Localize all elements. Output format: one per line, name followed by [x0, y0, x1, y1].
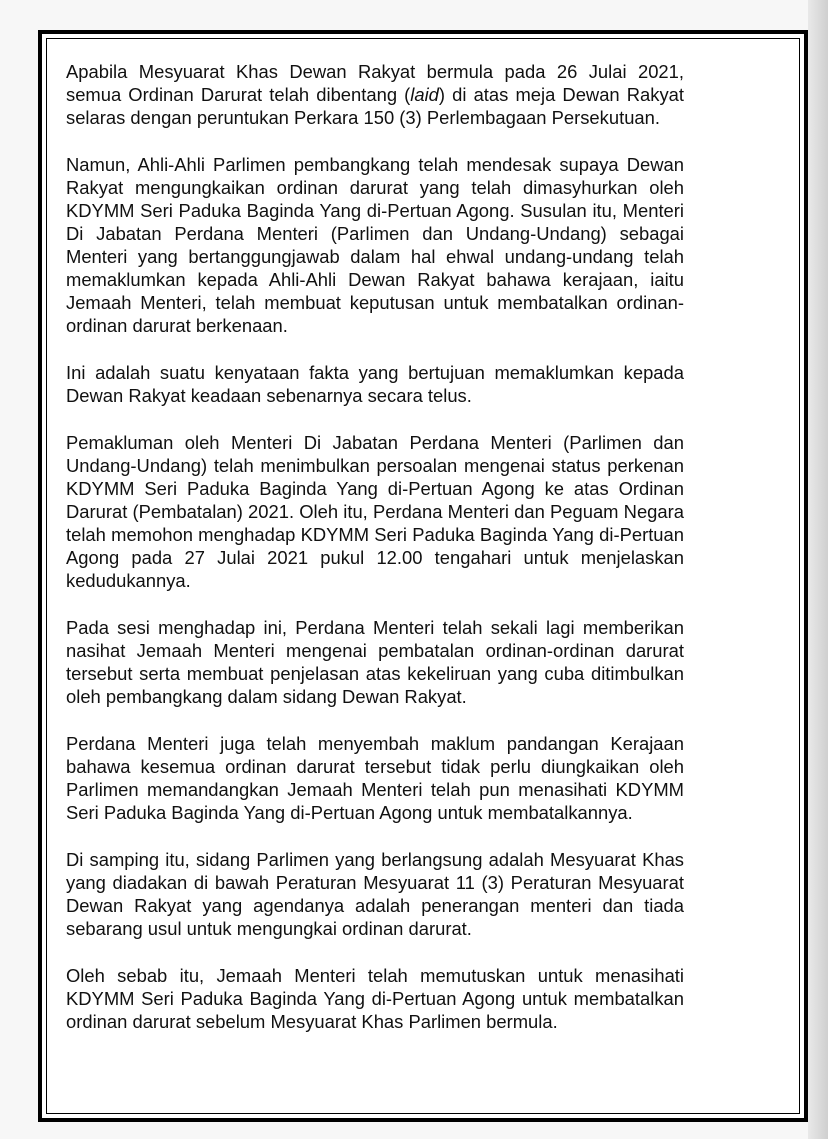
paragraph-7: Di samping itu, sidang Parlimen yang berlangsung adalah Mesyuarat Khas yang diadakan di bawah Peraturan Mesyuarat 11 (3) Peraturan Mesyuarat Dewan Rakyat yang agendanya adalah penerangan menteri dan tiada sebarang usul untuk mengungkai ordinan darurat. — [66, 849, 684, 939]
paragraph-1-text-end: ) di atas meja Dewan Rakyat selaras dengan peruntukan Perkara 150 (3) Perlembagaan Persekutuan. — [66, 84, 684, 128]
paragraph-4: Pemakluman oleh Menteri Di Jabatan Perdana Menteri (Parlimen dan Undang-Undang) telah menimbulkan persoalan mengenai status perkenan KDYMM Seri Paduka Baginda Yang di-Pertuan Agong ke atas Ordinan Darurat (Pembatalan) 2021. Oleh itu, Perdana Menteri dan Peguam Negara telah memohon menghadap KDYMM Seri Paduka Baginda Yang di-Pertuan Agong pada 27 Julai 2021 pukul 12.00 tengahari untuk menjelaskan kedudukannya. — [66, 432, 684, 591]
paragraph-1 — [66, 60, 684, 129]
paragraph-8: Oleh sebab itu, Jemaah Menteri telah memutuskan untuk menasihati KDYMM Seri Paduka Baginda Yang di-Pertuan Agong untuk membatalkan ordinan darurat sebelum Mesyuarat Khas Parlimen bermula. — [66, 965, 684, 1032]
paragraph-5: Pada sesi menghadap ini, Perdana Menteri telah sekali lagi memberikan nasihat Jemaah Menteri mengenai pembatalan ordinan-ordinan darurat tersebut serta membuat penjelasan atas kekeliruan yang cuba ditimbulkan oleh pembangkang dalam sidang Dewan Rakyat. — [66, 617, 684, 707]
paragraph-1-text-start: Apabila Mesyuarat Khas Dewan Rakyat bermula pada 26 Julai 2021, semua Ordinan Darurat telah dibentang ( — [66, 61, 684, 105]
paragraph-3: Ini adalah suatu kenyataan fakta yang bertujuan memaklumkan kepada Dewan Rakyat keadaan sebenarnya secara telus. — [66, 362, 684, 406]
paragraph-1-italic-term: laid — [410, 84, 439, 105]
document-body — [66, 60, 684, 1033]
paragraph-6: Perdana Menteri juga telah menyembah maklum pandangan Kerajaan bahawa kesemua ordinan darurat tersebut tidak perlu diungkaikan oleh Parlimen memandangkan Jemaah Menteri telah pun menasihati KDYMM Seri Paduka Baginda Yang di-Pertuan Agong untuk membatalkannya. — [66, 733, 684, 823]
paragraph-2: Namun, Ahli-Ahli Parlimen pembangkang telah mendesak supaya Dewan Rakyat mengungkaikan ordinan darurat yang telah dimasyhurkan oleh KDYMM Seri Paduka Baginda Yang di-Pertuan Agong. Susulan itu, Menteri Di Jabatan Perdana Menteri (Parlimen dan Undang-Undang) sebagai Menteri yang bertanggungjawab dalam hal ehwal undang-undang telah memaklumkan kepada Ahli-Ahli Dewan Rakyat bahawa kerajaan, iaitu Jemaah Menteri, telah membuat keputusan untuk membatalkan ordinan-ordinan darurat berkenaan. — [66, 154, 684, 336]
page-edge-shadow — [808, 0, 828, 1139]
